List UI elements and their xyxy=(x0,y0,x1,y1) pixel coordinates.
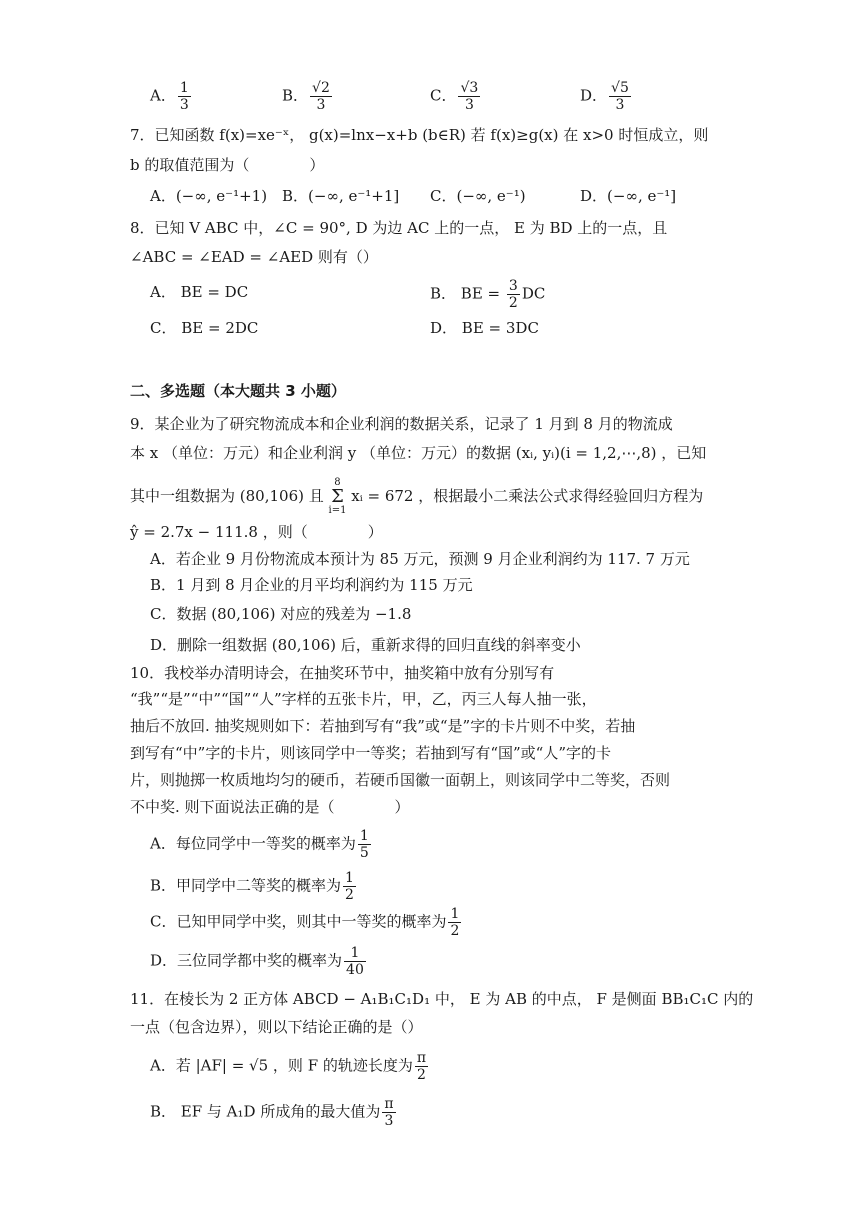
fraction xyxy=(382,1096,395,1129)
q9-option-c[interactable]: C．数据 (80,106) 对应的残差为 −1.8 xyxy=(150,605,412,623)
stem-text: xᵢ = 672 ，根据最小二乘法公式求得经验回归方程为 xyxy=(351,487,704,505)
sum-lower: i=1 xyxy=(328,505,347,516)
denominator: 40 xyxy=(346,962,364,978)
q9-stem-line2: 本 x （单位：万元）和企业利润 y （单位：万元）的数据 (xᵢ, yᵢ)(i = 1,2,⋯,8) ，已知 xyxy=(130,444,707,462)
fraction xyxy=(458,80,480,113)
option-text: A．若 |AF| = √5 ，则 F 的轨迹长度为 xyxy=(150,1056,413,1075)
q10-option-d[interactable] xyxy=(150,945,368,978)
option-label: A． xyxy=(150,86,176,105)
denominator: 3 xyxy=(179,97,189,113)
numerator: 1 xyxy=(179,80,189,96)
q10-stem-line3: 抽后不放回. 抽奖规则如下：若抽到写有“我”或“是”字的卡片则不中奖，若抽 xyxy=(130,717,636,735)
q6-option-b[interactable] xyxy=(282,80,334,113)
q6-option-d[interactable] xyxy=(580,80,633,113)
q9-stem-line1: 9．某企业为了研究物流成本和企业利润的数据关系，记录了 1 月到 8 月的物流成 xyxy=(130,415,673,433)
option-text: B． EF 与 A₁D 所成角的最大值为 xyxy=(150,1102,381,1121)
section-heading: 二、多选题（本大题共 3 小题） xyxy=(130,382,346,400)
q10-option-c[interactable] xyxy=(150,906,463,939)
q7-stem-line1: 7．已知函数 f(x)=xe⁻ˣ， g(x)=lnx−x+b (b∈R) 若 f(x)≥g(x) 在 x>0 时恒成立，则 xyxy=(130,126,709,144)
q11-option-a[interactable] xyxy=(150,1050,430,1083)
numerator: 1 xyxy=(450,906,460,922)
option-text: B．甲同学中二等奖的概率为 xyxy=(150,876,342,895)
stem-text: 其中一组数据为 (80,106) 且 xyxy=(130,487,324,505)
q10-option-b[interactable] xyxy=(150,870,358,903)
q7-stem-line2: b 的取值范围为（ ） xyxy=(130,156,325,174)
option-text: D．三位同学都中奖的概率为 xyxy=(150,951,343,970)
q10-stem-line4: 到写有“中”字的卡片，则该同学中一等奖；若抽到写有“国”或“人”字的卡 xyxy=(130,744,612,762)
q10-option-a[interactable] xyxy=(150,828,373,861)
numerator: 1 xyxy=(345,870,354,886)
q11-stem-line1: 11．在棱长为 2 正方体 ABCD − A₁B₁C₁D₁ 中， E 为 AB 的中点， F 是侧面 BB₁C₁C 内的 xyxy=(130,990,754,1008)
fraction xyxy=(448,906,461,939)
numerator: 1 xyxy=(350,945,360,961)
summation-symbol xyxy=(329,478,347,516)
fraction xyxy=(358,828,371,861)
q7-option-c[interactable]: C．(−∞, e⁻¹) xyxy=(430,187,526,205)
numerator: 1 xyxy=(359,828,369,844)
q8-stem-line2: ∠ABC = ∠EAD = ∠AED 则有（） xyxy=(130,248,378,266)
q9-option-a[interactable]: A．若企业 9 月份物流成本预计为 85 万元，预测 9 月企业利润约为 117. 7 万元 xyxy=(150,550,690,568)
q9-stem-line4: ŷ = 2.7x − 111.8 ，则（ ） xyxy=(130,523,383,541)
q7-option-a[interactable]: A．(−∞, e⁻¹+1) xyxy=(150,187,268,205)
fraction xyxy=(507,278,520,311)
denominator: 2 xyxy=(450,923,460,939)
q7-option-d[interactable]: D．(−∞, e⁻¹] xyxy=(580,187,677,205)
q6-option-a[interactable] xyxy=(150,80,193,113)
q9-option-d[interactable]: D．删除一组数据 (80,106) 后，重新求得的回归直线的斜率变小 xyxy=(150,636,581,654)
q8-option-b[interactable] xyxy=(430,278,545,311)
q10-stem-line2: “我”“是”“中”“国”“人”字样的五张卡片，甲，乙，丙三人每人抽一张， xyxy=(130,690,597,708)
denominator: 3 xyxy=(382,1112,395,1129)
fraction xyxy=(310,80,332,113)
option-label: D． xyxy=(580,86,608,105)
q8-stem-line1: 8．已知 V ABC 中，∠C = 90°, D 为边 AC 上的一点， E 为 BD 上的一点，且 xyxy=(130,219,668,237)
q8-option-c[interactable]: C． BE = 2DC xyxy=(150,319,259,337)
sigma-icon: Σ xyxy=(331,486,344,507)
sum-upper: 8 xyxy=(334,477,341,488)
option-text: DC xyxy=(521,284,546,303)
denominator: 3 xyxy=(458,96,480,113)
fraction xyxy=(343,870,356,903)
numerator: √2 xyxy=(312,80,330,96)
denominator: 2 xyxy=(415,1066,428,1083)
numerator: π xyxy=(416,1050,427,1066)
q10-stem-line6: 不中奖. 则下面说法正确的是（ ） xyxy=(130,798,410,816)
option-text: B． BE = xyxy=(430,284,501,303)
option-label: C． xyxy=(430,86,457,105)
option-text: C．已知甲同学中奖，则其中一等奖的概率为 xyxy=(150,912,447,931)
q9-stem-line3 xyxy=(130,478,703,516)
q10-stem-line5: 片，则抛掷一枚质地均匀的硬币，若硬币国徽一面朝上，则该同学中二等奖，否则 xyxy=(130,771,671,789)
q7-option-b[interactable]: B．(−∞, e⁻¹+1] xyxy=(282,187,400,205)
numerator: 3 xyxy=(508,278,518,294)
q9-option-b[interactable]: B．1 月到 8 月企业的月平均利润约为 115 万元 xyxy=(150,576,473,594)
q11-stem-line2: 一点（包含边界），则以下结论正确的是（） xyxy=(130,1018,423,1036)
option-text: A．每位同学中一等奖的概率为 xyxy=(150,834,356,853)
option-label: B． xyxy=(282,86,309,105)
denominator: 2 xyxy=(345,887,354,903)
denominator: 2 xyxy=(508,295,518,311)
denominator: 3 xyxy=(609,96,631,113)
fraction xyxy=(415,1050,428,1083)
numerator: π xyxy=(384,1096,394,1112)
fraction xyxy=(609,80,631,113)
q8-option-d[interactable]: D． BE = 3DC xyxy=(430,319,539,337)
denominator: 5 xyxy=(359,845,369,861)
q11-option-b[interactable] xyxy=(150,1096,398,1129)
q6-option-c[interactable] xyxy=(430,80,482,113)
numerator: √5 xyxy=(611,80,629,96)
denominator: 3 xyxy=(310,96,332,113)
numerator: √3 xyxy=(460,80,479,96)
fraction xyxy=(344,945,366,978)
q10-stem-line1: 10．我校举办清明诗会，在抽奖环节中，抽奖箱中放有分别写有 xyxy=(130,664,555,682)
q8-option-a[interactable]: A． BE = DC xyxy=(150,283,249,301)
fraction xyxy=(178,80,191,113)
